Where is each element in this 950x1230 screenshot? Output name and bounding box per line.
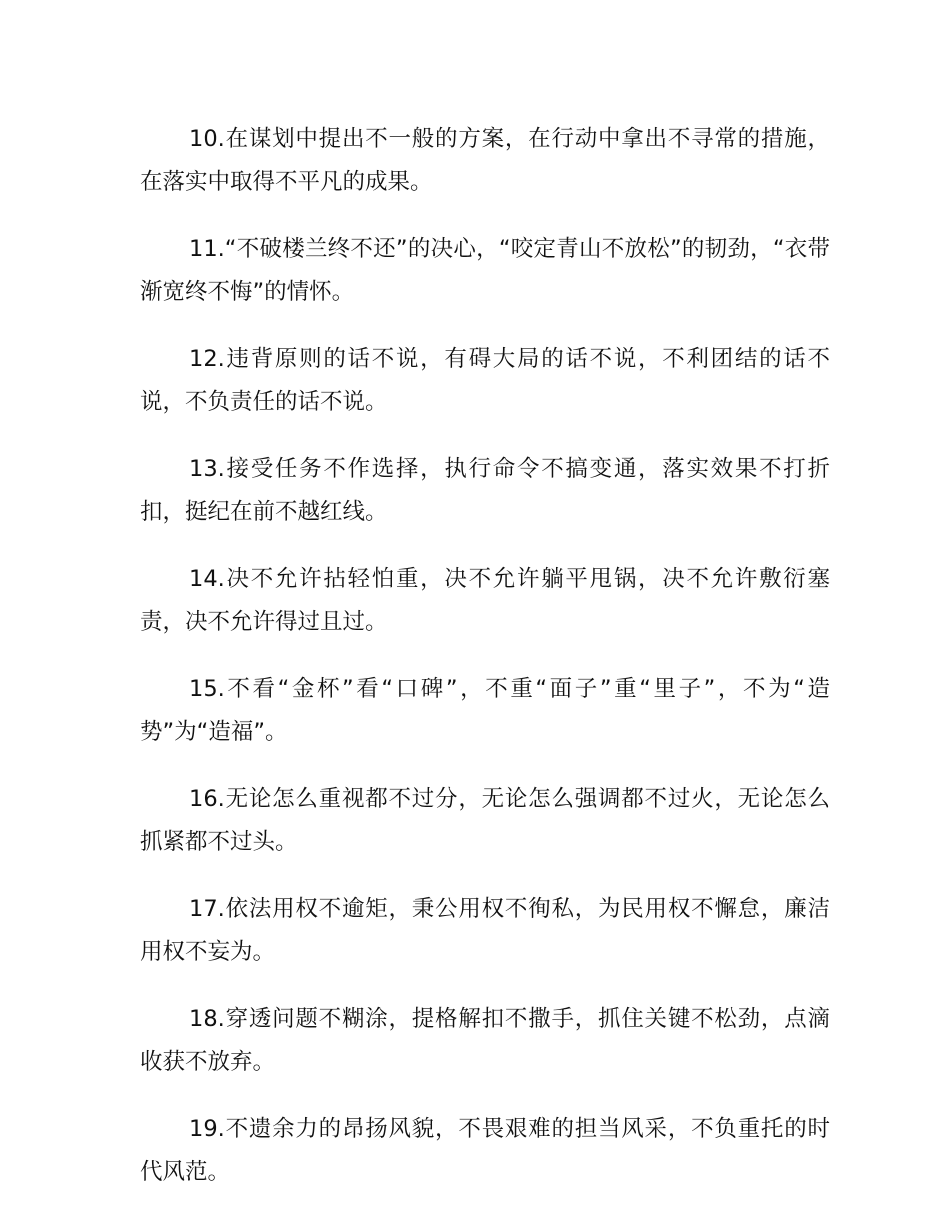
paragraph-16 <box>140 778 830 864</box>
document-body <box>140 118 830 1218</box>
paragraph-text: 接受任务不作选择，执行命令不搞变通，落实效果不打折扣，挺纪在前不越红线。 <box>140 456 830 525</box>
paragraph-number: 19. <box>189 1116 225 1142</box>
paragraph-text: 在谋划中提出不一般的方案，在行动中拿出不寻常的措施，在落实中取得不平凡的成果。 <box>140 126 830 195</box>
paragraph-text: 无论怎么重视都不过分，无论怎么强调都不过火，无论怎么抓紧都不过头。 <box>140 786 830 855</box>
paragraph-text: 不看“金杯”看“口碑”，不重“面子”重“里子”，不为“造势”为“造福”。 <box>140 676 830 745</box>
paragraph-text: 穿透问题不糊涂，提格解扣不撒手，抓住关键不松劲，点滴收获不放弃。 <box>140 1006 830 1075</box>
paragraph-number: 13. <box>189 456 225 482</box>
paragraph-17 <box>140 888 830 974</box>
paragraph-19 <box>140 1108 830 1194</box>
paragraph-number: 12. <box>189 346 225 372</box>
paragraph-number: 11. <box>189 236 225 262</box>
paragraph-18 <box>140 998 830 1084</box>
paragraph-number: 10. <box>189 126 225 152</box>
paragraph-number: 15. <box>189 676 225 702</box>
paragraph-text: 违背原则的话不说，有碍大局的话不说，不利团结的话不说，不负责任的话不说。 <box>140 346 830 415</box>
paragraph-text: 决不允许拈轻怕重，决不允许躺平甩锅，决不允许敷衍塞责，决不允许得过且过。 <box>140 566 830 635</box>
paragraph-text: 依法用权不逾矩，秉公用权不徇私，为民用权不懈怠，廉洁用权不妄为。 <box>140 896 830 965</box>
paragraph-11 <box>140 228 830 314</box>
paragraph-10 <box>140 118 830 204</box>
paragraph-14 <box>140 558 830 644</box>
paragraph-number: 18. <box>189 1006 225 1032</box>
paragraph-number: 17. <box>189 896 225 922</box>
paragraph-text: 不遗余力的昂扬风貌，不畏艰难的担当风采，不负重托的时代风范。 <box>140 1116 830 1185</box>
paragraph-number: 16. <box>189 786 225 812</box>
paragraph-number: 14. <box>189 566 225 592</box>
paragraph-15 <box>140 668 830 754</box>
paragraph-13 <box>140 448 830 534</box>
paragraph-12 <box>140 338 830 424</box>
paragraph-text: “不破楼兰终不还”的决心，“咬定青山不放松”的韧劲，“衣带渐宽终不悔”的情怀。 <box>140 236 830 305</box>
